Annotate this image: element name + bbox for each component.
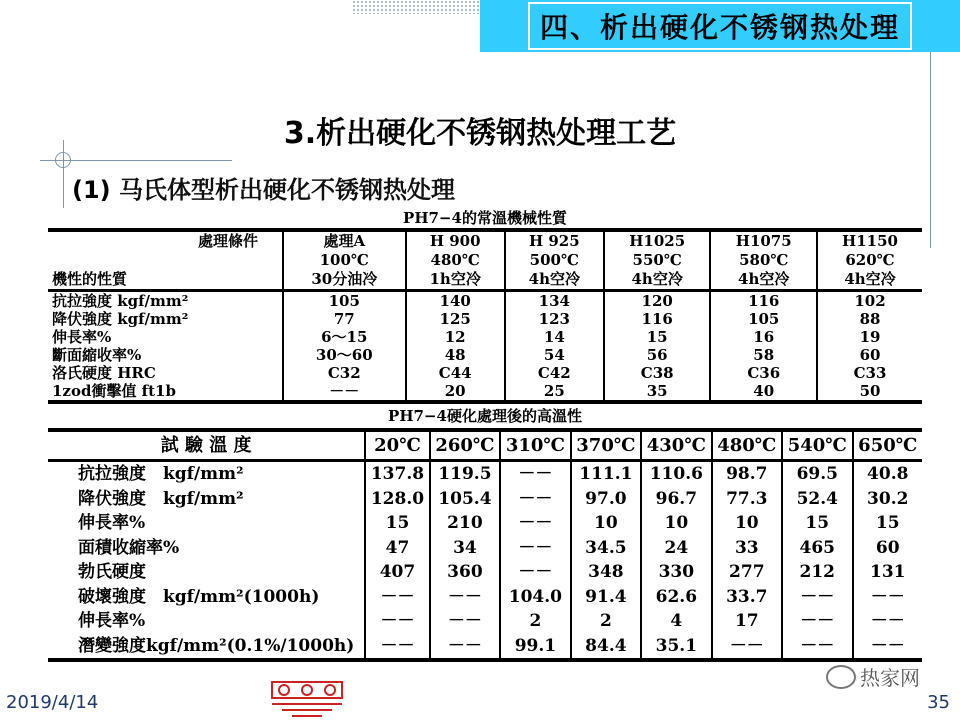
table1-caption: PH7−4的常溫機械性質 (403, 209, 567, 227)
table-cell: －－ (853, 585, 923, 610)
table-cell: 360 (430, 560, 500, 585)
header-line: 4h空冷 (844, 270, 896, 288)
table-cell: 16 (710, 328, 817, 346)
table-cell: 15 (782, 511, 852, 536)
table-cell: 77 (283, 310, 406, 328)
slide-subtitle (72, 170, 455, 205)
decorative-dot-pattern (352, 0, 480, 14)
table-cell: 58 (710, 346, 817, 364)
table-cell: －－ (782, 585, 852, 610)
table-cell: 104.0 (500, 585, 570, 610)
row-label: 1zod衝擊值 ft1b (52, 382, 176, 400)
table2-caption: PH7−4硬化處理後的高溫性 (388, 407, 582, 425)
table-cell: 14 (505, 328, 604, 346)
table-cell: －－ (430, 609, 500, 634)
table-cell: 15 (853, 511, 923, 536)
table-row (48, 634, 922, 661)
table-cell: －－ (500, 560, 570, 585)
table1-column-header (283, 230, 406, 291)
table2-column-header: 540℃ (782, 430, 852, 461)
table-cell: 102 (817, 291, 922, 311)
table-cell: 330 (641, 560, 711, 585)
table-cell: 105 (710, 310, 817, 328)
table-cell: 119.5 (430, 461, 500, 487)
table-cell: 33.7 (712, 585, 782, 610)
row-label: 勃氏硬度 (78, 562, 146, 582)
table-cell: －－ (853, 609, 923, 634)
row-label: 洛氏硬度 HRC (52, 364, 156, 382)
table1-column-header (505, 230, 604, 291)
table-cell: 84.4 (571, 634, 641, 661)
table-cell: 10 (641, 511, 711, 536)
table-cell: 30～60 (283, 346, 406, 364)
table-cell: －－ (365, 585, 429, 610)
table-cell: 34.5 (571, 536, 641, 561)
table-cell: 97.0 (571, 487, 641, 512)
table-cell: 277 (712, 560, 782, 585)
table-cell: －－ (782, 634, 852, 661)
header-line: 4h空冷 (631, 270, 683, 288)
table-cell: 33 (712, 536, 782, 561)
row-label: 潛變強度kgf/mm²(0.1%/1000h) (78, 635, 355, 656)
corner-label: 處理條件 (197, 232, 258, 250)
table-cell: C33 (817, 364, 922, 382)
table-cell: 137.8 (365, 461, 429, 487)
table-cell: －－ (712, 634, 782, 661)
table-cell: C38 (604, 364, 711, 382)
table-cell: －－ (853, 634, 923, 661)
header-line: 550℃ (632, 251, 682, 269)
subtitle-text: 马氏体型析出硬化不锈钢热处理 (119, 176, 455, 204)
header-line: 620℃ (845, 251, 895, 269)
room-temp-properties-table (48, 228, 922, 404)
table-cell: 91.4 (571, 585, 641, 610)
table2-column-header: 310℃ (500, 430, 570, 461)
header-line: H1150 (842, 232, 898, 250)
table-cell: 15 (604, 328, 711, 346)
row-label: 面積收縮率% (78, 537, 180, 558)
table-row (48, 346, 922, 364)
table2-column-header: 260℃ (430, 430, 500, 461)
table-cell: －－ (500, 536, 570, 561)
table-cell: 111.1 (571, 461, 641, 487)
table-cell: 62.6 (641, 585, 711, 610)
header-line: H1025 (629, 232, 686, 250)
row-label: 抗拉強度 kgf/mm² (78, 464, 244, 484)
table-cell: 2 (571, 609, 641, 634)
watermark (826, 662, 920, 691)
table-cell: 69.5 (782, 461, 852, 487)
table-cell: 105.4 (430, 487, 500, 512)
table-cell: 212 (782, 560, 852, 585)
table-row (48, 536, 922, 561)
table-cell: 40.8 (853, 461, 923, 487)
table-cell: 125 (406, 310, 505, 328)
table-cell: 134 (505, 291, 604, 311)
table1-header-row (48, 230, 922, 291)
table-cell: 24 (641, 536, 711, 561)
table-cell: 348 (571, 560, 641, 585)
header-line: 100℃ (319, 251, 369, 269)
decorative-circle (55, 152, 71, 168)
table-cell: 56 (604, 346, 711, 364)
table-row (48, 364, 922, 382)
table-cell: －－ (430, 634, 500, 661)
table-cell: 12 (406, 328, 505, 346)
corner-label: 機性的性質 (52, 270, 128, 288)
table-cell: 48 (406, 346, 505, 364)
subtitle-number: (1) (72, 176, 111, 204)
table-row (48, 461, 922, 487)
row-label: 破壞強度 kgf/mm²(1000h) (78, 586, 320, 607)
table2-column-header: 650℃ (853, 430, 923, 461)
table-cell: 10 (571, 511, 641, 536)
table2-column-header: 480℃ (712, 430, 782, 461)
table-cell: 40 (710, 382, 817, 402)
table-cell: 120 (604, 291, 711, 311)
header-line: 處理A (323, 232, 366, 250)
table-cell: 54 (505, 346, 604, 364)
header-line: 1h空冷 (429, 270, 481, 288)
table-cell: 116 (604, 310, 711, 328)
table-cell: 50 (817, 382, 922, 402)
table-cell: 47 (365, 536, 429, 561)
table-cell: －－ (430, 585, 500, 610)
row-label: 斷面縮收率% (52, 346, 142, 364)
table-cell: C36 (710, 364, 817, 382)
table-cell: 110.6 (641, 461, 711, 487)
table-cell: 30.2 (853, 487, 923, 512)
table-cell: 10 (712, 511, 782, 536)
section-banner (480, 0, 960, 52)
table-row (48, 310, 922, 328)
table1-column-header (406, 230, 505, 291)
table-cell: 19 (817, 328, 922, 346)
table-cell: 105 (283, 291, 406, 311)
table-cell: C32 (283, 364, 406, 382)
table1-column-header (604, 230, 711, 291)
header-line: 480℃ (430, 251, 480, 269)
table-row (48, 291, 922, 311)
table-cell: －－ (500, 461, 570, 487)
table-cell: －－ (782, 609, 852, 634)
header-line: H 900 (429, 232, 481, 250)
header-line: 500℃ (529, 251, 579, 269)
table-cell: －－ (365, 609, 429, 634)
table-row (48, 609, 922, 634)
table-cell: 77.3 (712, 487, 782, 512)
table-cell: 60 (853, 536, 923, 561)
header-line: 4h空冷 (528, 270, 580, 288)
row-label: 伸長率% (52, 328, 112, 346)
table-cell: 35 (604, 382, 711, 402)
header-line: 30分油冷 (311, 270, 378, 288)
row-label: 伸長率% (78, 611, 146, 631)
table-row (48, 585, 922, 610)
table-cell: 123 (505, 310, 604, 328)
table-cell: －－ (500, 511, 570, 536)
table-cell: 116 (710, 291, 817, 311)
table-cell: 20 (406, 382, 505, 402)
row-label: 降伏強度 kgf/mm² (52, 310, 189, 328)
row-label: 抗拉強度 kgf/mm² (52, 292, 189, 310)
table2-column-header: 370℃ (571, 430, 641, 461)
table-cell: 52.4 (782, 487, 852, 512)
table2-column-header: 430℃ (641, 430, 711, 461)
wechat-icon (826, 665, 856, 689)
table-cell: 25 (505, 382, 604, 402)
row-label: 降伏強度 kgf/mm² (78, 488, 244, 509)
table-row (48, 328, 922, 346)
slide-title: 3.析出硬化不锈钢热处理工艺 (283, 116, 677, 151)
section-title: 四、析出硬化不锈钢热处理 (528, 2, 912, 50)
scanned-tables (48, 208, 922, 680)
table-cell: 128.0 (365, 487, 429, 512)
table-cell: 4 (641, 609, 711, 634)
table2-column-header: 20℃ (365, 430, 429, 461)
table-cell: 88 (817, 310, 922, 328)
table1-corner-cell (48, 230, 283, 291)
table-row (48, 511, 922, 536)
table-cell: 210 (430, 511, 500, 536)
table-cell: 35.1 (641, 634, 711, 661)
table-cell: 17 (712, 609, 782, 634)
table-cell: 140 (406, 291, 505, 311)
table1-column-header (817, 230, 922, 291)
header-line: 580℃ (739, 251, 789, 269)
table-row (48, 382, 922, 402)
table2-corner-cell: 試 驗 溫 度 (48, 430, 365, 461)
header-line: H1075 (735, 232, 792, 250)
footer-date: 2019/4/14 (6, 692, 99, 713)
table-cell: C44 (406, 364, 505, 382)
table-cell: 465 (782, 536, 852, 561)
table-cell: 2 (500, 609, 570, 634)
table-row (48, 487, 922, 512)
table-cell: 99.1 (500, 634, 570, 661)
high-temp-properties-table (48, 428, 922, 662)
watermark-text: 热家网 (860, 666, 920, 690)
table-cell: 6～15 (283, 328, 406, 346)
header-line: H 925 (528, 232, 580, 250)
table-cell: 60 (817, 346, 922, 364)
table1-column-header (710, 230, 817, 291)
table-row (48, 560, 922, 585)
table-cell: 96.7 (641, 487, 711, 512)
table-cell: 131 (853, 560, 923, 585)
table-cell: －－ (500, 487, 570, 512)
company-logo (262, 676, 352, 720)
table-cell: C42 (505, 364, 604, 382)
table-cell: 15 (365, 511, 429, 536)
page-number: 35 (927, 692, 950, 713)
table-cell: －－ (283, 382, 406, 402)
table-cell: 407 (365, 560, 429, 585)
row-label: 伸長率% (78, 513, 146, 533)
table-cell: 98.7 (712, 461, 782, 487)
table2-header-row (48, 430, 922, 461)
table-cell: 34 (430, 536, 500, 561)
table-cell: －－ (365, 634, 429, 661)
header-line: 4h空冷 (738, 270, 790, 288)
